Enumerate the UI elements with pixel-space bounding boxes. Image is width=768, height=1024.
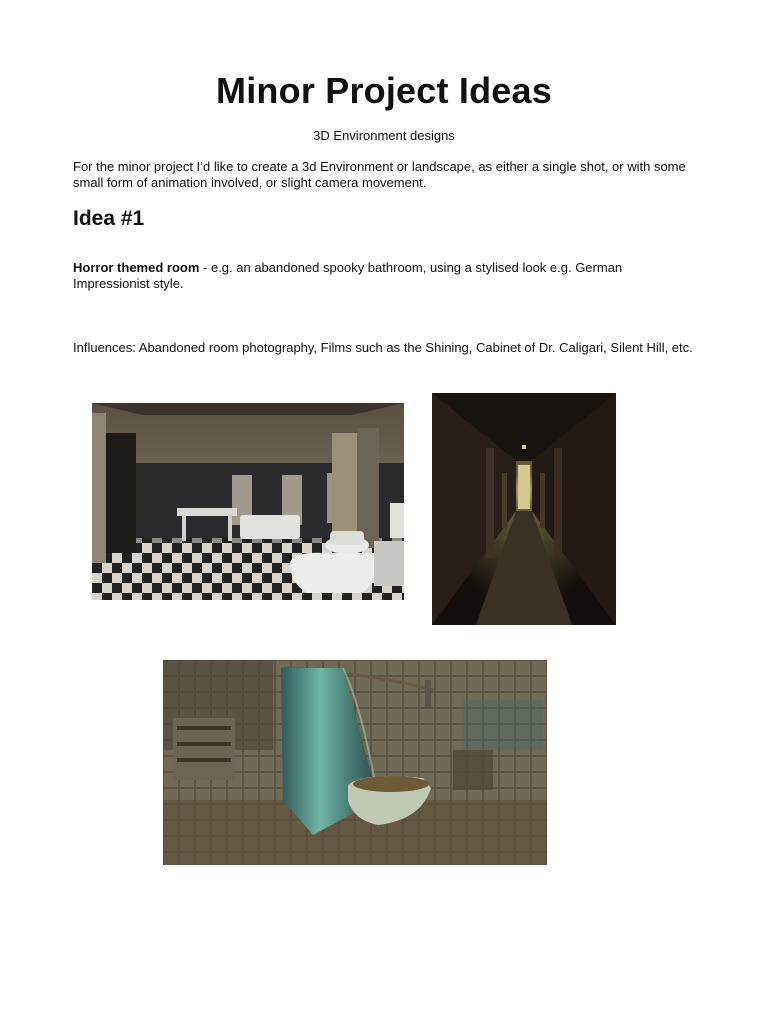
document-subtitle: 3D Environment designs [313, 128, 455, 143]
document-title: Minor Project Ideas [216, 70, 552, 111]
influences-paragraph: Influences: Abandoned room photography, Films such as the Shining, Cabinet of Dr. Caligari, Silent Hill, etc. [73, 340, 693, 355]
intro-paragraph: For the minor project I’d like to create a 3d Environment or landscape, as either a single shot, or with some small form of animation involved, or slight camera movement. [73, 159, 686, 190]
idea-name: Horror themed room [73, 260, 200, 275]
dark-hallway-photo [432, 393, 616, 625]
decayed-bathtub-photo [163, 660, 547, 865]
idea-description [73, 260, 693, 292]
idea-heading: Idea #1 [73, 207, 145, 230]
abandoned-bathroom-photo [92, 403, 404, 600]
idea-text: - e.g. an abandoned spooky bathroom, using a stylised look e.g. German Impressionist style. [73, 260, 623, 291]
